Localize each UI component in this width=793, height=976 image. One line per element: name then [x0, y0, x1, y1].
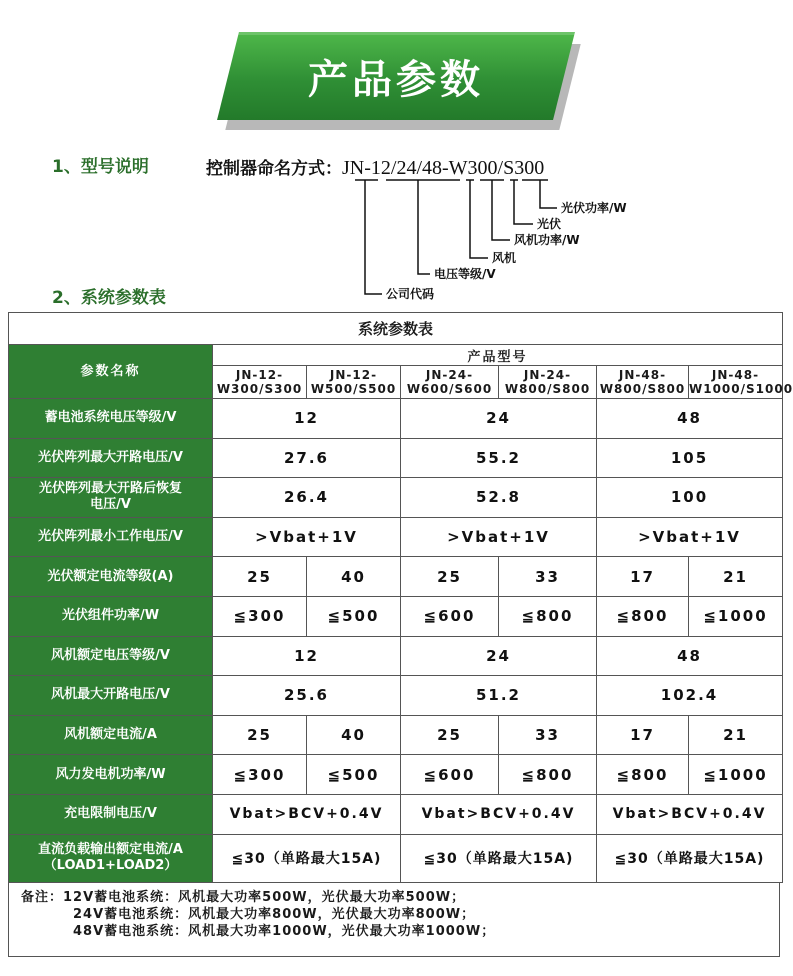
table-row [9, 636, 783, 676]
legend-wind: 风机 [492, 251, 517, 265]
cell-value: 40 [307, 715, 401, 755]
cell-value: 33 [499, 715, 597, 755]
cell-value: ≦300 [213, 755, 307, 795]
row-label: 充电限制电压/V [9, 794, 213, 834]
page-title: 产品参数 [308, 56, 484, 103]
model-header: JN-12- W500/S500 [307, 366, 401, 399]
cell-value: 12 [213, 399, 401, 439]
row-label: 光伏额定电流等级(A) [9, 557, 213, 597]
cell-value: 25 [213, 715, 307, 755]
model-header: JN-24- W600/S600 [401, 366, 499, 399]
cell-value: 17 [597, 557, 689, 597]
row-label: 光伏组件功率/W [9, 596, 213, 636]
legend-voltage: 电压等级/V [434, 267, 496, 281]
cell-value: ≦1000 [689, 596, 783, 636]
cell-value: 33 [499, 557, 597, 597]
row-label: 风机额定电流/A [9, 715, 213, 755]
notes-block [8, 883, 780, 957]
note-line: 48V蓄电池系统：风机最大功率1000W，光伏最大功率1000W； [73, 923, 496, 939]
table-row [9, 755, 783, 795]
legend-pv: 光伏 [537, 217, 562, 231]
row-label: 光伏阵列最大开路后恢复电压/V [9, 478, 213, 518]
table-row [9, 715, 783, 755]
cell-value: 25 [401, 715, 499, 755]
row-label: 风力发电机功率/W [9, 755, 213, 795]
model-header: JN-24- W800/S800 [499, 366, 597, 399]
cell-value: >Vbat+1V [597, 517, 783, 557]
section-heading-model: 1、型号说明 [52, 157, 149, 177]
param-name-header: 参数名称 [9, 345, 213, 399]
cell-value: ≦30（单路最大15A) [597, 834, 783, 882]
model-header: JN-48- W800/S800 [597, 366, 689, 399]
row-label: 光伏阵列最小工作电压/V [9, 517, 213, 557]
cell-value: ≦600 [401, 596, 499, 636]
cell-value: ≦800 [597, 755, 689, 795]
table-row [9, 399, 783, 439]
cell-value: ≦1000 [689, 755, 783, 795]
table-row [9, 517, 783, 557]
cell-value: Vbat>BCV+0.4V [597, 794, 783, 834]
table-row [9, 557, 783, 597]
naming-diagram [0, 0, 790, 320]
table-row [9, 438, 783, 478]
cell-value: Vbat>BCV+0.4V [213, 794, 401, 834]
cell-value: Vbat>BCV+0.4V [401, 794, 597, 834]
row-label: 光伏阵列最大开路电压/V [9, 438, 213, 478]
cell-value: 55.2 [401, 438, 597, 478]
cell-value: 12 [213, 636, 401, 676]
legend-pv-power: 光伏功率/W [561, 201, 627, 215]
table-row [9, 834, 783, 882]
cell-value: 52.8 [401, 478, 597, 518]
cell-value: 48 [597, 636, 783, 676]
cell-value: 105 [597, 438, 783, 478]
section-heading-params: 2、系统参数表 [52, 288, 166, 308]
cell-value: ≦30（单路最大15A) [213, 834, 401, 882]
table-row [9, 596, 783, 636]
cell-value: 25 [401, 557, 499, 597]
table-row [9, 478, 783, 518]
table-row [9, 676, 783, 716]
cell-value: 21 [689, 557, 783, 597]
table-caption: 系统参数表 [9, 313, 783, 345]
cell-value: 24 [401, 399, 597, 439]
cell-value: 24 [401, 636, 597, 676]
params-table-wrap [8, 312, 793, 957]
cell-value: ≦300 [213, 596, 307, 636]
cell-value: 27.6 [213, 438, 401, 478]
row-label: 蓄电池系统电压等级/V [9, 399, 213, 439]
params-table [8, 312, 793, 883]
naming-prefix: 控制器命名方式： [206, 159, 342, 179]
note-line: 备注：12V蓄电池系统：风机最大功率500W，光伏最大功率500W； [21, 889, 466, 905]
row-label: 风机额定电压等级/V [9, 636, 213, 676]
cell-value: ≦800 [499, 596, 597, 636]
model-code: JN-12/24/48-W300/S300 [342, 157, 545, 179]
cell-value: >Vbat+1V [401, 517, 597, 557]
cell-value: 25 [213, 557, 307, 597]
model-type-header: 产品型号 [213, 345, 783, 366]
table-row [9, 794, 783, 834]
model-header: JN-48- W1000/S1000 [689, 366, 783, 399]
cell-value: 100 [597, 478, 783, 518]
cell-value: ≦500 [307, 596, 401, 636]
legend-wind-power: 风机功率/W [514, 233, 580, 247]
cell-value: ≦30（单路最大15A) [401, 834, 597, 882]
cell-value: ≦800 [597, 596, 689, 636]
note-line: 24V蓄电池系统：风机最大功率800W，光伏最大功率800W； [73, 906, 476, 922]
cell-value: >Vbat+1V [213, 517, 401, 557]
cell-value: 26.4 [213, 478, 401, 518]
cell-value: 48 [597, 399, 783, 439]
cell-value: ≦500 [307, 755, 401, 795]
cell-value: 102.4 [597, 676, 783, 716]
cell-value: ≦800 [499, 755, 597, 795]
cell-value: 17 [597, 715, 689, 755]
cell-value: 25.6 [213, 676, 401, 716]
row-label: 风机最大开路电压/V [9, 676, 213, 716]
legend-company-code: 公司代码 [386, 287, 435, 301]
cell-value: 51.2 [401, 676, 597, 716]
row-label: 直流负载输出额定电流/A（LOAD1+LOAD2） [9, 834, 213, 882]
cell-value: 21 [689, 715, 783, 755]
cell-value: ≦600 [401, 755, 499, 795]
model-header: JN-12- W300/S300 [213, 366, 307, 399]
cell-value: 40 [307, 557, 401, 597]
